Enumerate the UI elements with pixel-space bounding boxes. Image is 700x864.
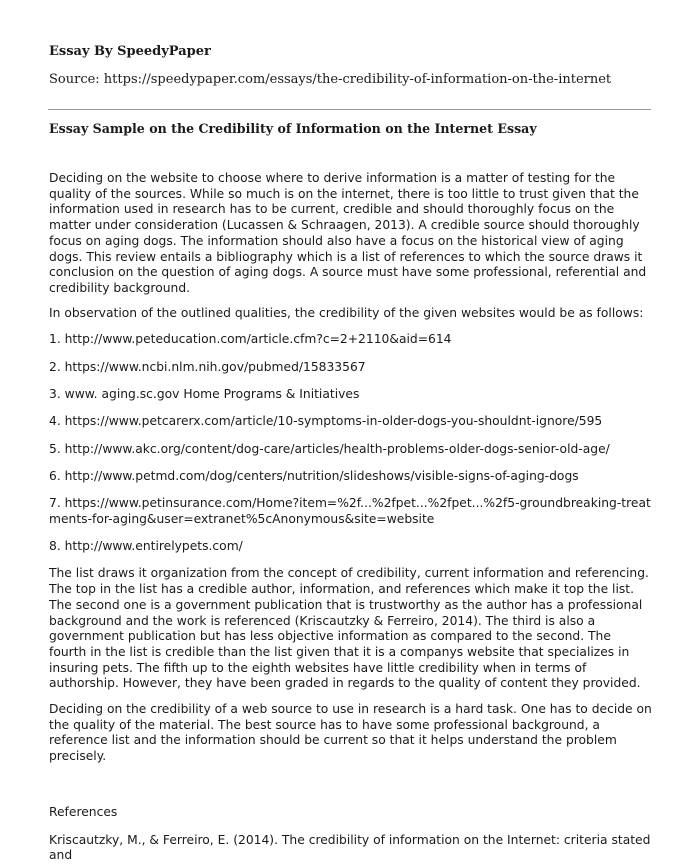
list-item: 2. https://www.ncbi.nlm.nih.gov/pubmed/15833567 [49, 359, 366, 374]
brand-title: Essay By SpeedyPaper [49, 44, 211, 59]
list-item: 7. https://www.petinsurance.com/Home?item=%2f...%2fpet...%2fpet...%2f5-groundbreaking-treatments-for-aging&user=extranet%5cAnonymous&site=website [49, 496, 651, 526]
list-item: 8. http://www.entirelypets.com/ [49, 539, 243, 554]
website-list [49, 332, 652, 554]
reference-entry: Kriscautzky, M., & Ferreiro, E. (2014). The credibility of information on the Internet: criteria stated and [49, 832, 651, 863]
list-item: 1. http://www.peteducation.com/article.cfm?c=2+2110&aid=614 [49, 332, 452, 347]
list-item: 4. https://www.petcarerx.com/article/10-symptoms-in-older-dogs-you-shouldnt-ignore/595 [49, 414, 603, 429]
list-item: 3. www. aging.sc.gov Home Programs & Initiatives [49, 386, 360, 401]
references-heading: References [49, 804, 118, 819]
paragraph-observation: In observation of the outlined qualities, the credibility of the given websites would be as follows: [49, 305, 644, 320]
paragraph-intro: Deciding on the website to choose where to derive information is a matter of testing for the quality of the sources. While so much is on the internet, there is too little to trust given that the information used in research has to be current, credible and should thoroughly focus on the matter under consideration (Lucassen & Schraagen, 2013). A credible source should thoroughly focus on aging dogs. The information should also have a focus on the historical view of aging dogs. This review entails a bibliography which is a list of references to which the source draws it conclusion on the question of aging dogs. A source must have some professional, referential and credibility background. [49, 171, 647, 295]
list-item: 6. http://www.petmd.com/dog/centers/nutrition/slideshows/visible-signs-of-aging-dogs [49, 468, 579, 483]
list-item: 5. http://www.akc.org/content/dog-care/articles/health-problems-older-dogs-senior-old-age/ [49, 441, 610, 456]
header-divider [48, 109, 651, 110]
essay-title: Essay Sample on the Credibility of Information on the Internet Essay [49, 121, 537, 136]
paragraph-organization: The list draws it organization from the concept of credibility, current information and referencing. The top in the list has a credible author, information, and references which make it top the list. The second one is a government publication that is trustworthy as the author has a professional background and the work is referenced (Kriscautzky & Ferreiro, 2014). The third is also a government publication but has less objective information as compared to the second. The fourth in the list is credible than the list given that it is a companys website that specializes in insuring pets. The fifth up to the eighth websites have little credibility when in terms of authorship. However, they have been graded in regards to the quality of content they provided. [49, 566, 649, 691]
paragraph-conclusion: Deciding on the credibility of a web source to use in research is a hard task. One has to decide on the quality of the material. The best source has to have some professional background, a reference list and the information should be current so that it helps understand the problem precisely. [49, 702, 652, 764]
source-line: Source: https://speedypaper.com/essays/the-credibility-of-information-on-the-internet [49, 72, 612, 87]
essay-body [49, 171, 652, 864]
